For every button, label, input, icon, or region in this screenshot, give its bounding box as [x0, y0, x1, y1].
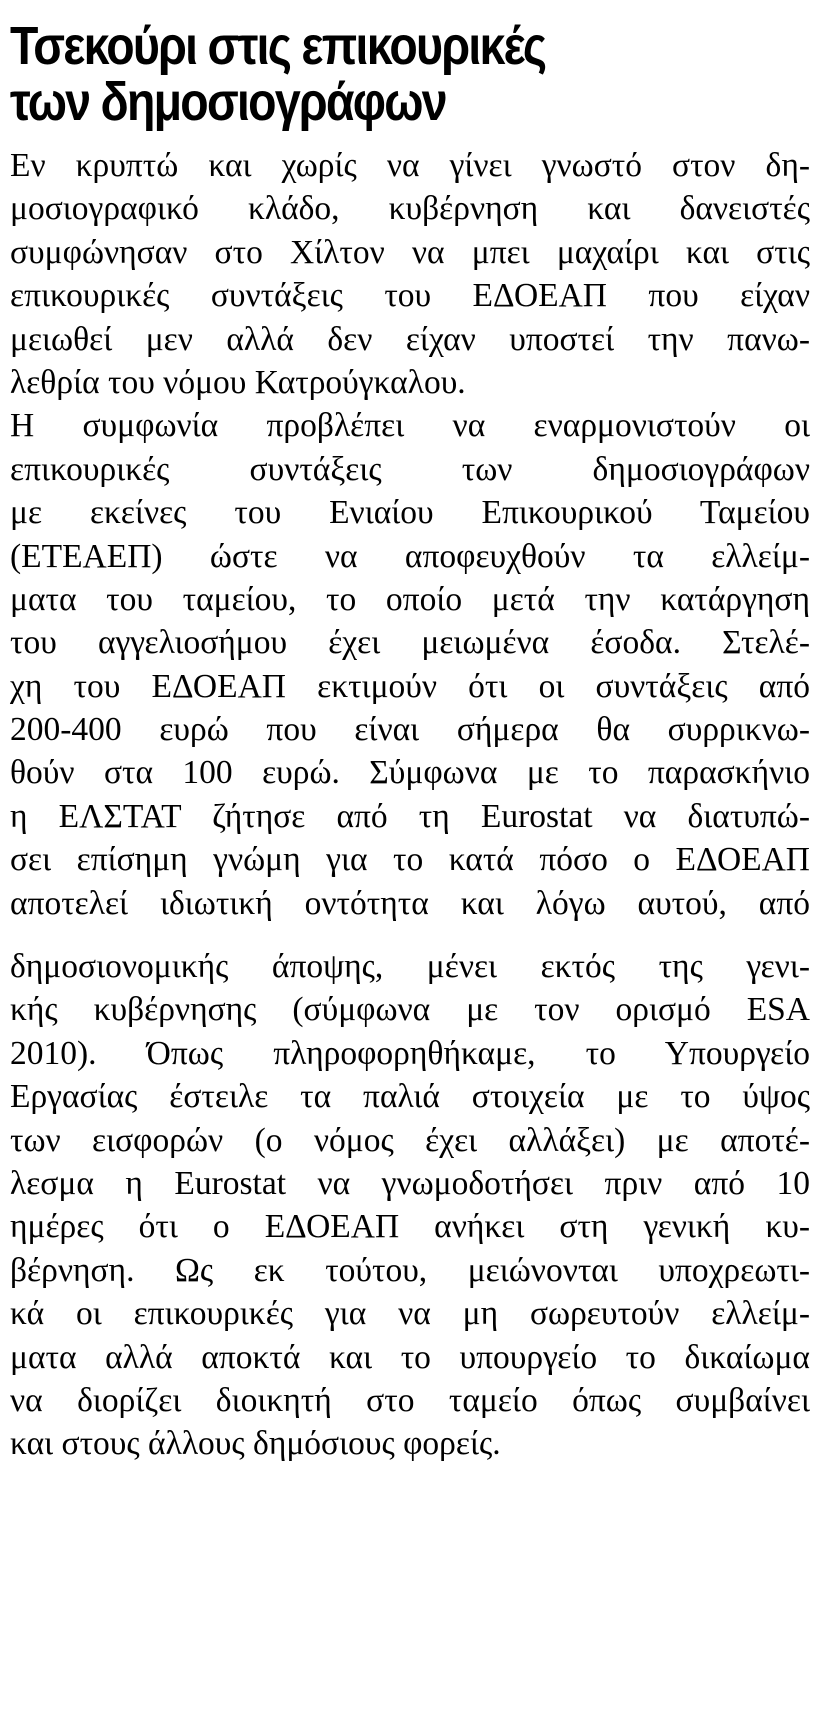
- paragraph-line: κής κυβέρνησης (σύμφωνα με τον ορισμό ESA: [10, 991, 810, 1029]
- paragraph-line: 2010). Όπως πληροφορηθήκαμε, το Υπουργείο: [10, 1034, 810, 1072]
- paragraph-line: θούν στα 100 ευρώ. Σύμφωνα με το παρασκήνιο: [10, 754, 810, 792]
- paragraph-line: επικουρικές συντάξεις του ΕΔΟΕΑΠ που είχαν: [10, 277, 810, 315]
- paragraph-line: σει επίσημη γνώμη για το κατά πόσο ο ΕΔΟΕΑΠ: [10, 841, 810, 879]
- paragraph-3: [10, 945, 810, 1466]
- paragraph-line: να διορίζει διοικητή στο ταμείο όπως συμβαίνει: [10, 1381, 810, 1419]
- paragraph-line: του αγγελιοσήμου έχει μειωμένα έσοδα. Στελέ-: [10, 624, 810, 662]
- paragraph-line: δημοσιονομικής άποψης, μένει εκτός της γενι-: [10, 948, 810, 986]
- paragraph-2: [10, 404, 810, 925]
- paragraph-line: βέρνηση. Ως εκ τούτου, μειώνονται υποχρεωτι-: [10, 1251, 810, 1289]
- paragraph-line: μοσιογραφικό κλάδο, κυβέρνηση και δανειστές: [10, 190, 810, 228]
- paragraph-line: Η συμφωνία προβλέπει να εναρμονιστούν οι: [10, 407, 810, 445]
- paragraph-line: ματα του ταμείου, το οποίο μετά την κατάργηση: [10, 580, 810, 618]
- paragraph-line: (ΕΤΕΑΕΠ) ώστε να αποφευχθούν τα ελλείμ-: [10, 537, 810, 575]
- headline: [10, 18, 810, 130]
- paragraph-line: 200-400 ευρώ που είναι σήμερα θα συρρικνω-: [10, 711, 810, 749]
- paragraph-line: μειωθεί μεν αλλά δεν είχαν υποστεί την πανω-: [10, 320, 810, 358]
- paragraph-line: χη του ΕΔΟΕΑΠ εκτιμούν ότι οι συντάξεις από: [10, 667, 810, 705]
- paragraph-line: κά οι επικουρικές για να μη σωρευτούν ελλείμ-: [10, 1295, 810, 1333]
- paragraph-line: των εισφορών (ο νόμος έχει αλλάξει) με αποτέ-: [10, 1121, 810, 1159]
- paragraph-line: αποτελεί ιδιωτική οντότητα και λόγω αυτού, από: [10, 884, 810, 922]
- paragraph-line: επικουρικές συντάξεις των δημοσιογράφων: [10, 450, 810, 488]
- paragraph-line: συμφώνησαν στο Χίλτον να μπει μαχαίρι και στις: [10, 233, 810, 271]
- paragraph-line: λεσμα η Eurostat να γνωμοδοτήσει πριν από 10: [10, 1164, 810, 1202]
- column-break: [10, 925, 810, 945]
- paragraph-line: ημέρες ότι ο ΕΔΟΕΑΠ ανήκει στη γενική κυ-: [10, 1208, 810, 1246]
- paragraph-line: Εν κρυπτώ και χωρίς να γίνει γνωστό στον δη-: [10, 147, 810, 184]
- headline-line-1: Τσεκούρι στις επικουρικές: [10, 16, 546, 76]
- article: [10, 18, 810, 1466]
- headline-line-2: των δημοσιογράφων: [10, 72, 446, 132]
- paragraph-line: και στους άλλους δημόσιους φορείς.: [10, 1425, 501, 1463]
- paragraph-line: ματα αλλά αποκτά και το υπουργείο το δικαίωμα: [10, 1338, 810, 1376]
- paragraph-line: η ΕΛΣΤΑΤ ζήτησε από τη Eurostat να διατυπώ-: [10, 797, 810, 835]
- paragraph-1: [10, 144, 810, 404]
- paragraph-line: λεθρία του νόμου Κατρούγκαλου.: [10, 363, 466, 401]
- paragraph-line: Εργασίας έστειλε τα παλιά στοιχεία με το ύψος: [10, 1078, 810, 1116]
- paragraph-line: με εκείνες του Ενιαίου Επικουρικού Ταμείου: [10, 494, 810, 532]
